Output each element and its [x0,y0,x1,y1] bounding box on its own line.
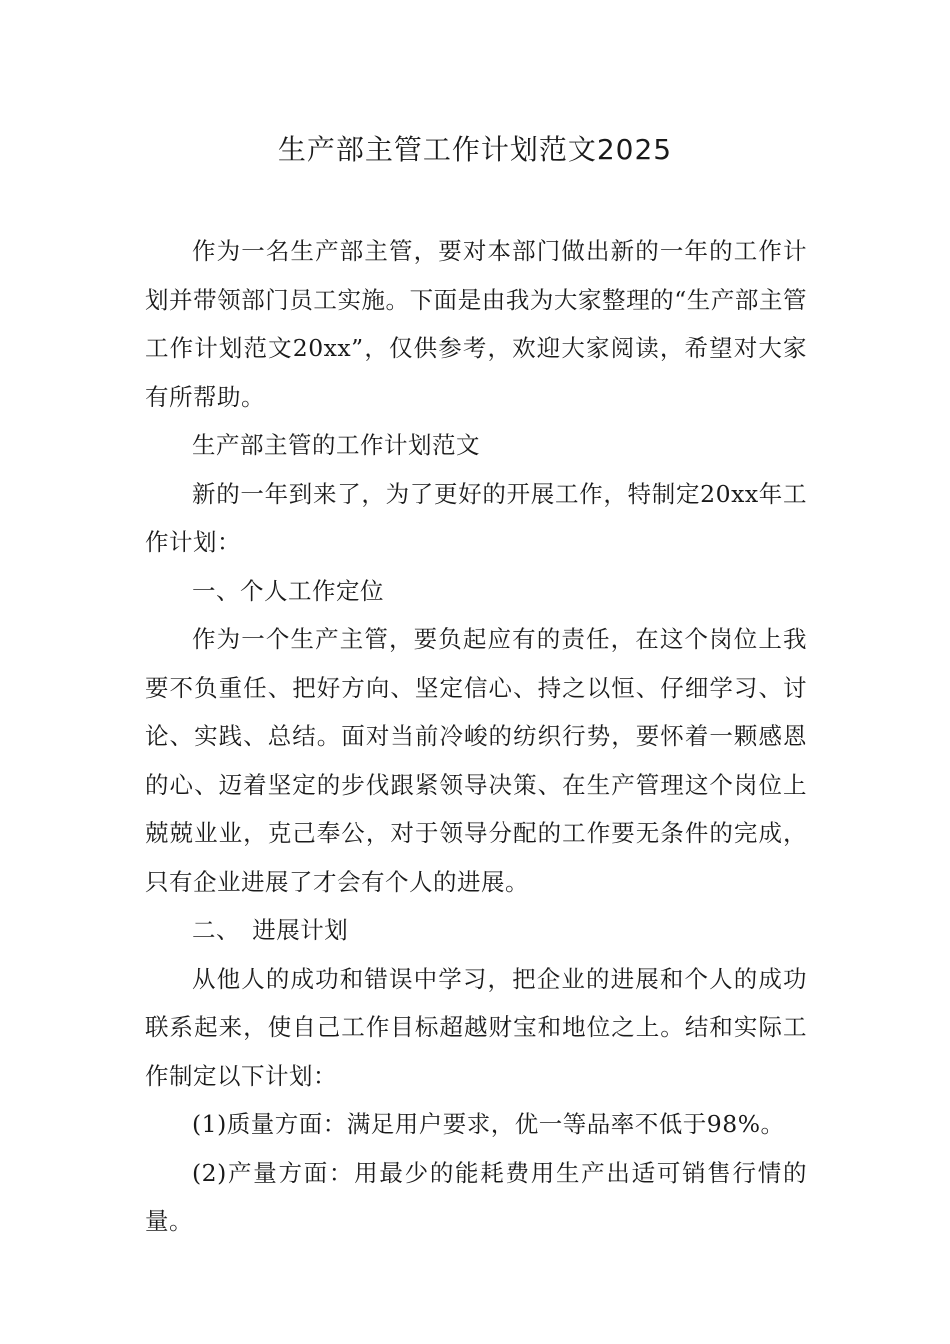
section-heading-development: 二、 进展计划 [192,916,349,944]
section-heading-plan: 生产部主管的工作计划范文 [192,431,480,459]
document-body [145,227,807,1246]
quality-item: (1)质量方面：满足用户要求，优一等品率不低于98%。 [192,1110,785,1138]
intro-paragraph: 作为一名生产部主管，要对本部门做出新的一年的工作计划并带领部门员工实施。下面是由我为大家整理的“生产部主管工作计划范文20xx”，仅供参考，欢迎大家阅读，希望对大家有所帮助。 [145,237,807,411]
output-item: (2)产量方面：用最少的能耗费用生产出适可销售行情的量。 [145,1158,807,1235]
section-heading-positioning: 一、个人工作定位 [192,576,384,605]
positioning-paragraph: 作为一个生产主管，要负起应有的责任，在这个岗位上我要不负重任、把好方向、坚定信心、持之以恒、仔细学习、讨论、实践、总结。面对当前冷峻的纺织行势，要怀着一颗感恩的心、迈着坚定的步伐跟紧领导决策、在生产管理这个岗位上兢兢业业，克己奉公，对于领导分配的工作要无条件的完成，只有企业进展了才会有个人的进展。 [145,625,807,896]
opening-paragraph: 新的一年到来了，为了更好的开展工作，特制定20xx年工作计划： [145,479,807,556]
document-title: 生产部主管工作计划范文2025 [277,133,673,166]
development-paragraph: 从他人的成功和错误中学习，把企业的进展和个人的成功联系起来，使自己工作目标超越财宝和地位之上。结和实际工作制定以下计划： [145,964,807,1090]
